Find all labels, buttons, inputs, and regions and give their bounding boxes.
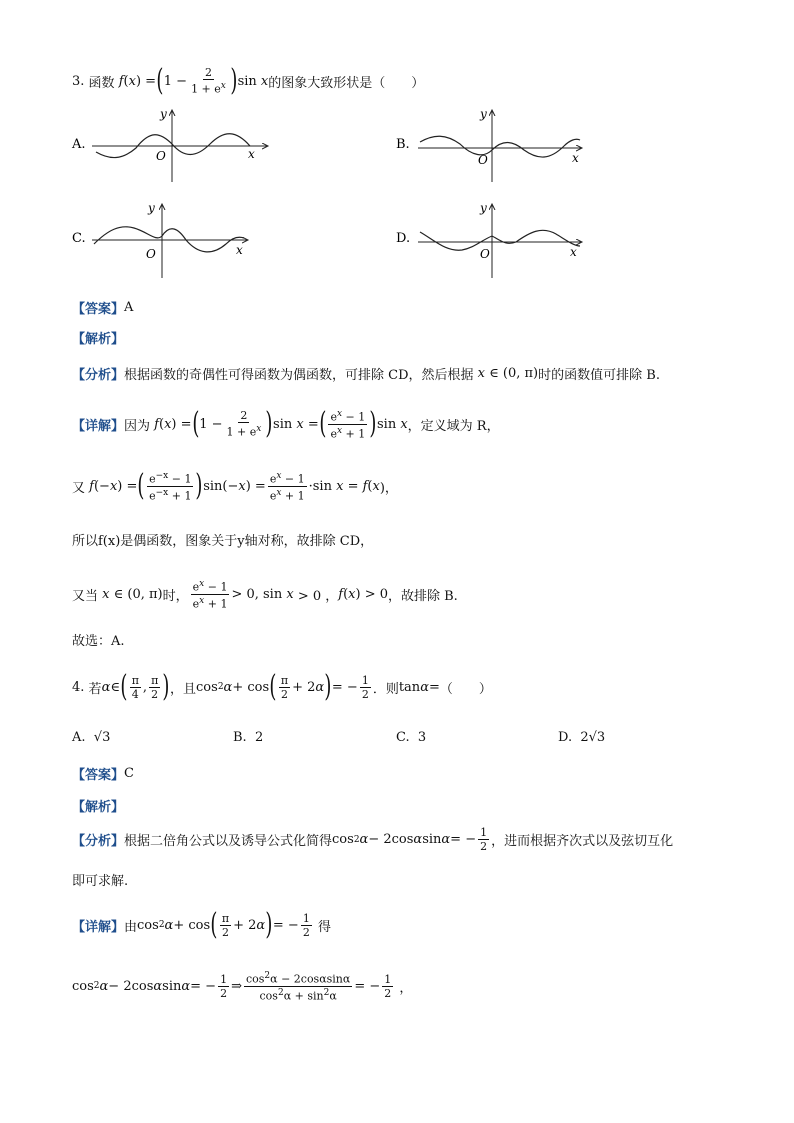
graph-b-origin: O: [478, 153, 488, 167]
q3-fenxi-line: 【分析】 根据函数的奇偶性可得函数为偶函数，可排除 CD，然后根据 x ∈ (0, π) 时的函数值可排除 B.: [72, 366, 660, 383]
q4-option-c-value: 3: [417, 730, 427, 745]
line4-suffix: ，故排除 B.: [387, 588, 458, 604]
analysis-tag: 【解析】: [72, 332, 125, 347]
q4-option-d-label: D.: [558, 730, 573, 745]
q4-number: 4.: [72, 679, 85, 695]
q3-xiangjie-line-2: 又 f (− x ) = ( $\frac{e^{-x} - 1}{e^{-x} + 1}$ ) sin(− x ) = $\frac{e^x - 1}{e^x + 1}$ ·sin x = f ( x )，: [72, 468, 398, 504]
q3-answer-line: [72, 298, 133, 317]
line4-prefix: 又当: [72, 588, 99, 604]
q4-fenxi-text-1: 根据二倍角公式以及诱导公式化简得: [124, 834, 333, 849]
q3-xiangjie-line-4: 又当 x ∈ (0, π) 时， $\frac{e^x - 1}{e^x + 1}$ > 0, sin x > 0 ， f ( x ) > 0 ，故排除 B.: [72, 579, 458, 611]
q3-choose-line: [72, 630, 125, 649]
q4-option-c-label: C.: [396, 730, 410, 745]
graph-d-x-label: x: [570, 245, 577, 259]
graph-c-y-label: y: [148, 201, 155, 215]
graph-b-curve: [420, 136, 580, 157]
q4-stem-prefix: 若: [88, 681, 102, 697]
q4-xiangjie-line-2: cos 2 α − 2cos α sin α = − $\frac{1}{2}$ ⇒ $\frac{\cos^2\alpha - 2\cos\alpha\sin\alpha}{\cos^2\alpha + \sin^2\alpha}$ = − $\frac{1}{2}$ ，: [72, 971, 413, 1003]
q3-stem-prefix: 函数: [88, 75, 115, 91]
graph-d-y-label: y: [480, 201, 487, 215]
q4-option-b: [233, 730, 263, 745]
q3-stem: 3. 函数 f ( x ) = ( 1 − $\frac{2}{1 + e^x}$ ) sin x 的图象大致形状是（ ）: [72, 63, 425, 98]
q4-option-c: [396, 730, 426, 745]
q4-stem-suffix: ．则: [372, 681, 399, 697]
option-d-label: D.: [396, 231, 411, 246]
q4-option-a-value: √3: [93, 730, 111, 745]
q3-stem-suffix: 的图象大致形状是（ ）: [268, 75, 425, 91]
option-a-label: A.: [72, 137, 86, 152]
graph-a-y-label: y: [160, 107, 167, 121]
graph-b-y-label: y: [480, 107, 487, 121]
q3-xiangjie-line-3: [72, 530, 373, 549]
q4-option-a: [72, 730, 110, 745]
option-b-label: B.: [396, 137, 410, 152]
graph-c-curve: [94, 227, 244, 252]
q4-xiangjie-prefix: 由: [124, 919, 138, 935]
line2-prefix: 又: [72, 480, 86, 496]
q4-fenxi-tag: 【分析】: [72, 834, 125, 849]
fenxi-text-2: 时的函数值可排除 B.: [538, 368, 660, 383]
q4-analysis-line: [72, 796, 124, 815]
line3: 所以f(x)是偶函数，图象关于y轴对称，故排除 CD，: [72, 534, 374, 549]
xiangjie-suffix: ，定义域为 R，: [407, 418, 500, 434]
choose: 故选：A.: [72, 634, 125, 649]
q4-answer-line: [72, 764, 134, 783]
q4-option-d: [558, 730, 605, 745]
graph-c-origin: O: [146, 247, 156, 261]
q4-option-b-value: 2: [254, 730, 264, 745]
q4-analysis-tag: 【解析】: [72, 800, 125, 815]
graph-a-x-label: x: [248, 147, 255, 161]
q4-xiangjie-line-1: 【详解】 由 cos 2 α + cos ( $\frac{\pi}{2}$ + 2 α ) = − $\frac{1}{2}$ 得: [72, 907, 331, 942]
fenxi-tag: 【分析】: [72, 368, 125, 383]
q4-option-b-label: B.: [233, 730, 247, 745]
graph-d-origin: O: [480, 247, 490, 261]
graph-c-x-label: x: [236, 243, 243, 257]
answer-value: A: [124, 300, 134, 315]
q4-stem-mid: ，且: [170, 681, 197, 697]
q4-fenxi-line: 【分析】 根据二倍角公式以及诱导公式化简得 cos 2 α − 2cos α sin α = − $\frac{1}{2}$ ，进而根据齐次式以及弦切互化: [72, 826, 674, 853]
q4-option-a-label: A.: [72, 730, 86, 745]
q4-xiangjie-tag: 【详解】: [72, 919, 125, 935]
line4-mid: 时，: [162, 588, 189, 604]
q4-fenxi-text-3: 即可求解.: [72, 874, 129, 889]
q3-number: 3.: [72, 73, 85, 89]
xiangjie-tag: 【详解】: [72, 418, 125, 434]
answer-tag: 【答案】: [72, 302, 125, 317]
graph-a-origin: O: [156, 149, 166, 163]
q3-graphs: [0, 100, 794, 300]
q4-fenxi-line-2: [72, 870, 128, 889]
q4-stem: 4. 若 α ∈ ( $\frac{\pi}{4}$ , $\frac{\pi}{2}$ ) ，且 cos 2 α + cos ( $\frac{\pi}{2}$ + 2 α ) = − $\frac{1}{2}$ ．则 tan α = （ ）: [72, 669, 492, 704]
q4-option-d-value: 2√3: [580, 730, 606, 745]
option-c-label: C.: [72, 231, 86, 246]
graph-d-curve: [420, 230, 580, 250]
xiangjie-prefix: 因为: [124, 418, 151, 434]
q3-xiangjie-line-1: 【详解】 因为 f ( x ) = ( 1 − $\frac{2}{1 + e^x}$ ) sin x = ( $\frac{e^x - 1}{e^x + 1}$ ) sin x ，定义域为 R，: [72, 406, 500, 442]
q3-analysis-line: [72, 328, 124, 347]
q4-xiangjie-suffix: 得: [317, 919, 331, 935]
q4-stem-end: （ ）: [439, 681, 492, 697]
fenxi-text-1: 根据函数的奇偶性可得函数为偶函数，可排除 CD，然后根据: [124, 368, 474, 383]
q4-fenxi-text-2: ，进而根据齐次式以及弦切互化: [491, 834, 674, 849]
graph-b-x-label: x: [572, 151, 579, 165]
q4-answer-value: C: [124, 766, 134, 781]
q4-answer-tag: 【答案】: [72, 768, 125, 783]
